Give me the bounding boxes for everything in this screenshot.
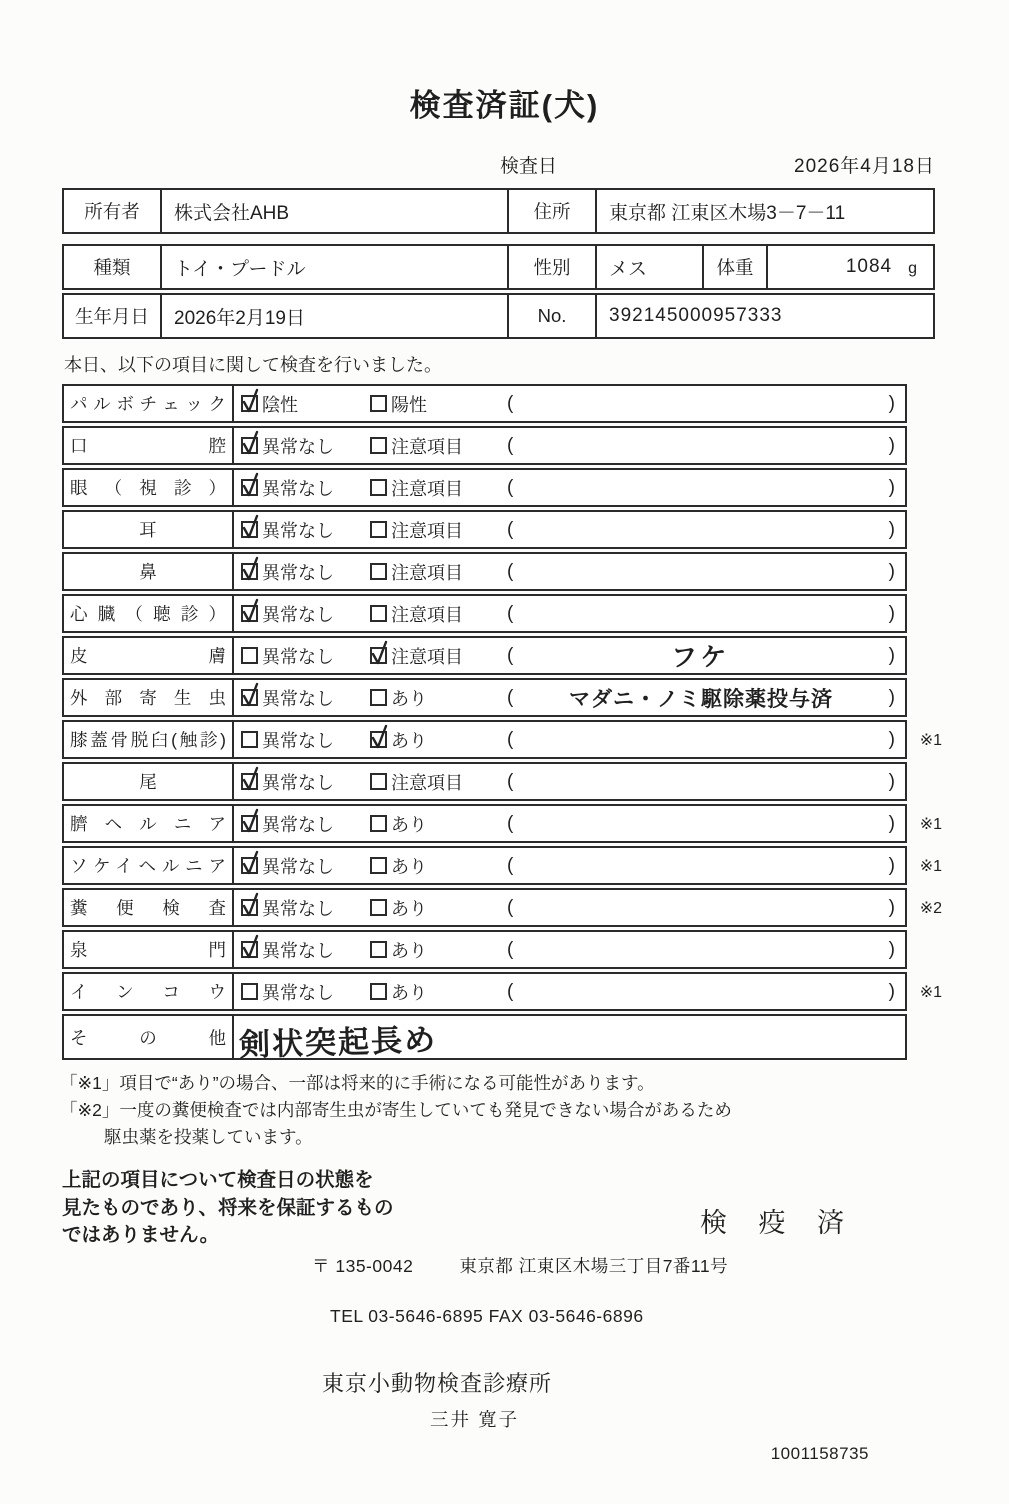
birth-label: 生年月日 <box>74 306 149 327</box>
remarks-parens: ( ) <box>507 434 895 456</box>
option-1 <box>241 391 370 417</box>
disclaimer-section <box>62 1167 1009 1249</box>
checkbox-label: 異常なし <box>262 478 334 499</box>
exam-date-line <box>500 151 935 178</box>
checkmark-icon <box>241 765 260 793</box>
option-1 <box>241 727 370 753</box>
exam-item-label: 糞便検査 <box>70 898 226 918</box>
option-1 <box>241 769 370 795</box>
table-row <box>62 636 907 675</box>
remarks-parens: ( ) <box>507 938 895 960</box>
option-2 <box>370 433 507 459</box>
remarks-parens: ( ) <box>507 476 895 498</box>
checkbox-label: 注意項目 <box>391 562 463 583</box>
table-row <box>62 552 907 591</box>
page-title: 検査済証(犬) <box>409 88 600 123</box>
checkbox-icon <box>370 395 387 412</box>
option-1 <box>241 811 370 837</box>
checkbox-icon <box>370 899 387 916</box>
checkbox-icon <box>241 689 258 706</box>
option-2 <box>370 517 507 543</box>
tel-fax-line: TEL 03-5646-6895 FAX 03-5646-6896 <box>330 1306 644 1327</box>
checkbox-icon <box>370 437 387 454</box>
weight-unit: g <box>908 260 917 277</box>
checkmark-icon <box>370 723 389 751</box>
checkbox-icon <box>241 563 258 580</box>
option-1 <box>241 601 370 627</box>
checkbox-icon <box>370 983 387 1000</box>
checkmark-icon <box>241 471 260 499</box>
checkbox-label: 異常なし <box>262 982 334 1003</box>
checkmark-icon <box>370 639 389 667</box>
exam-item-label: パルボチェック <box>70 394 226 414</box>
checkbox-label: 異常なし <box>262 520 334 541</box>
checkbox-label: 注意項目 <box>391 604 463 625</box>
breed-label: 種類 <box>93 257 131 278</box>
table-row <box>62 762 907 801</box>
checkmark-icon <box>241 933 260 961</box>
clinic-name: 東京小動物検査診療所 <box>322 1371 553 1397</box>
checkbox-label: 異常なし <box>262 688 334 709</box>
exam-item-label: 外部寄生虫 <box>70 688 226 708</box>
option-2 <box>370 937 507 963</box>
remarks-parens: ( ) <box>507 602 895 624</box>
checkbox-icon <box>370 689 387 706</box>
footnote-mark: ※1 <box>919 857 942 875</box>
no-label: No. <box>507 295 595 337</box>
checkbox-icon <box>370 605 387 622</box>
weight-label: 体重 <box>702 246 766 288</box>
owner-table <box>62 188 935 234</box>
checkbox-icon <box>241 479 258 496</box>
exam-item-label: 耳 <box>139 520 157 540</box>
exam-item-label: 眼（視診） <box>70 478 226 498</box>
option-2 <box>370 559 507 585</box>
checkmark-icon <box>241 849 260 877</box>
checkbox-label: 注意項目 <box>391 478 463 499</box>
clinic-address: 東京都 江東区木場三丁目7番11号 <box>459 1256 729 1277</box>
checkmark-icon <box>241 891 260 919</box>
remarks-parens: ( マダニ・ノミ駆除薬投与済 ) <box>507 683 905 713</box>
sex-value: メス <box>595 246 702 288</box>
footnote-2-cont: 駆虫薬を投薬しています。 <box>104 1127 313 1148</box>
checkbox-label: あり <box>391 856 427 877</box>
exam-date-value: 2026年4月18日 <box>794 156 935 177</box>
exam-table-rows <box>62 384 942 1011</box>
checkmark-icon <box>241 807 260 835</box>
checkbox-icon <box>370 647 387 664</box>
checkbox-label: あり <box>391 982 427 1003</box>
exam-table <box>62 384 942 1063</box>
checkbox-label: あり <box>391 688 427 709</box>
checkbox-icon <box>241 395 258 412</box>
checkbox-icon <box>241 605 258 622</box>
quarantine-stamp: 検 疫 済 <box>700 1208 857 1239</box>
checkbox-label: 異常なし <box>262 814 334 835</box>
checkbox-label: あり <box>391 814 427 835</box>
exam-date-label: 検査日 <box>500 156 558 177</box>
option-1 <box>241 979 370 1005</box>
checkbox-label: 異常なし <box>262 940 334 961</box>
checkbox-label: 注意項目 <box>391 772 463 793</box>
checkmark-icon <box>241 387 260 415</box>
remarks-text: フケ <box>671 641 731 673</box>
exam-item-label: 鼻 <box>139 562 157 582</box>
checkbox-label: 異常なし <box>262 898 334 919</box>
checkbox-label: あり <box>391 730 427 751</box>
weight-value-cell <box>766 246 933 288</box>
table-row <box>62 804 942 843</box>
weight-value: 1084 <box>845 256 893 277</box>
remarks-parens: ( ) <box>507 518 895 540</box>
checkbox-icon <box>370 563 387 580</box>
exam-item-label: 臍ヘルニア <box>70 814 226 834</box>
footnote-mark: ※1 <box>919 731 942 749</box>
table-row <box>62 720 942 759</box>
option-1 <box>241 475 370 501</box>
option-2 <box>370 853 507 879</box>
pet-row-1 <box>62 244 935 290</box>
checkbox-icon <box>370 479 387 496</box>
address-value: 東京都 江東区木場3－7－11 <box>595 190 933 232</box>
option-1 <box>241 559 370 585</box>
remarks-parens: ( ) <box>507 560 895 582</box>
table-row-other <box>62 1014 907 1063</box>
checkbox-icon <box>241 521 258 538</box>
checkbox-label: 異常なし <box>262 856 334 877</box>
option-2 <box>370 475 507 501</box>
no-value: 392145000957333 <box>595 295 933 337</box>
table-row <box>62 594 907 633</box>
option-1 <box>241 517 370 543</box>
disclaimer: 上記の項目について検査日の状態を 見たものであり、将来を保証するもの ではありません。 <box>62 1169 394 1246</box>
checkmark-icon <box>241 555 260 583</box>
checkbox-icon <box>241 437 258 454</box>
exam-item-label: インコウ <box>70 982 226 1002</box>
checkbox-icon <box>370 815 387 832</box>
remarks-parens: ( ) <box>507 770 895 792</box>
table-row <box>62 972 942 1011</box>
checkbox-icon <box>241 899 258 916</box>
table-row <box>62 846 942 885</box>
checkbox-icon <box>241 857 258 874</box>
pet-row-2 <box>62 293 935 339</box>
footnote-2: 「※2」一度の糞便検査では内部寄生虫が寄生していても発見できない場合があるため <box>60 1100 732 1121</box>
option-2 <box>370 601 507 627</box>
checkbox-label: あり <box>391 940 427 961</box>
checkbox-label: 注意項目 <box>391 436 463 457</box>
address-label: 住所 <box>507 190 595 232</box>
option-2 <box>370 895 507 921</box>
checkmark-icon <box>241 513 260 541</box>
remarks-parens: ( ) <box>507 812 895 834</box>
owner-row <box>62 188 935 234</box>
owner-value: 株式会社AHB <box>160 190 507 232</box>
option-2 <box>370 391 507 417</box>
checkbox-label: 注意項目 <box>391 646 463 667</box>
checkbox-icon <box>370 521 387 538</box>
table-row <box>62 468 907 507</box>
exam-item-label: 泉門 <box>70 940 226 960</box>
checkbox-label: 異常なし <box>262 436 334 457</box>
checkbox-label: 注意項目 <box>391 520 463 541</box>
option-2 <box>370 811 507 837</box>
owner-label: 所有者 <box>84 201 140 222</box>
checkbox-label: 異常なし <box>262 772 334 793</box>
exam-item-label: 口腔 <box>70 436 226 456</box>
breed-value: トイ・プードル <box>160 246 507 288</box>
exam-item-label: 尾 <box>139 772 157 792</box>
table-row <box>62 930 907 969</box>
checkbox-label: 陰性 <box>262 394 298 415</box>
intro-text: 本日、以下の項目に関して検査を行いました。 <box>64 355 442 375</box>
vet-name: 三井 寛子 <box>430 1409 520 1431</box>
checkbox-icon <box>370 857 387 874</box>
footnote-mark: ※1 <box>919 815 942 833</box>
remarks-parens: ( ) <box>507 728 895 750</box>
checkbox-icon <box>241 983 258 1000</box>
remarks-parens: ( ) <box>507 392 895 414</box>
option-1 <box>241 433 370 459</box>
birth-value: 2026年2月19日 <box>160 295 507 337</box>
pet-table <box>62 244 935 339</box>
option-1 <box>241 643 370 669</box>
option-1 <box>241 895 370 921</box>
footnote-mark: ※1 <box>919 983 942 1001</box>
clinic-address-line <box>312 1253 1009 1278</box>
table-row <box>62 678 907 717</box>
serial-number: 1001158735 <box>770 1444 869 1464</box>
table-row <box>62 510 907 549</box>
handwritten-note: 剣状突起長め <box>238 1021 438 1063</box>
exam-item-label: その他 <box>70 1027 226 1048</box>
checkmark-icon <box>241 597 260 625</box>
table-row <box>62 384 907 423</box>
remarks-text: マダニ・ノミ駆除薬投与済 <box>569 687 833 711</box>
remarks-parens: ( ) <box>507 980 895 1002</box>
checkmark-icon <box>241 429 260 457</box>
checkbox-icon <box>241 731 258 748</box>
exam-item-label: ソケイヘルニア <box>70 856 226 876</box>
remarks-parens: ( ) <box>507 896 895 918</box>
checkbox-icon <box>370 941 387 958</box>
checkbox-icon <box>241 647 258 664</box>
remarks-parens: ( ) <box>507 854 895 876</box>
option-1 <box>241 853 370 879</box>
footnote-mark: ※2 <box>919 899 942 917</box>
postal-code: 〒 135-0042 <box>312 1256 414 1277</box>
option-2 <box>370 979 507 1005</box>
checkbox-icon <box>241 941 258 958</box>
checkbox-icon <box>370 773 387 790</box>
option-1 <box>241 937 370 963</box>
option-2 <box>370 727 507 753</box>
checkmark-icon <box>241 681 260 709</box>
exam-item-label: 皮膚 <box>70 646 226 666</box>
table-row <box>62 888 942 927</box>
footnote-1: 「※1」項目で“あり”の場合、一部は将来的に手術になる可能性があります。 <box>60 1073 655 1093</box>
checkbox-label: 異常なし <box>262 646 334 667</box>
checkbox-label: 異常なし <box>262 562 334 583</box>
checkbox-icon <box>370 731 387 748</box>
option-2 <box>370 685 507 711</box>
checkbox-icon <box>241 815 258 832</box>
option-2 <box>370 643 507 669</box>
table-row <box>62 426 907 465</box>
checkbox-label: 異常なし <box>262 730 334 751</box>
exam-item-label: 膝蓋骨脱臼(触診) <box>70 730 226 750</box>
footnotes <box>60 1070 1009 1151</box>
checkbox-label: 陽性 <box>391 394 427 415</box>
checkbox-label: あり <box>391 898 427 919</box>
option-2 <box>370 769 507 795</box>
checkbox-icon <box>241 773 258 790</box>
exam-item-label: 心臓（聴診） <box>70 604 226 624</box>
option-1 <box>241 685 370 711</box>
remarks-parens: ( フケ ) <box>507 637 905 674</box>
sex-label: 性別 <box>507 246 595 288</box>
checkbox-label: 異常なし <box>262 604 334 625</box>
